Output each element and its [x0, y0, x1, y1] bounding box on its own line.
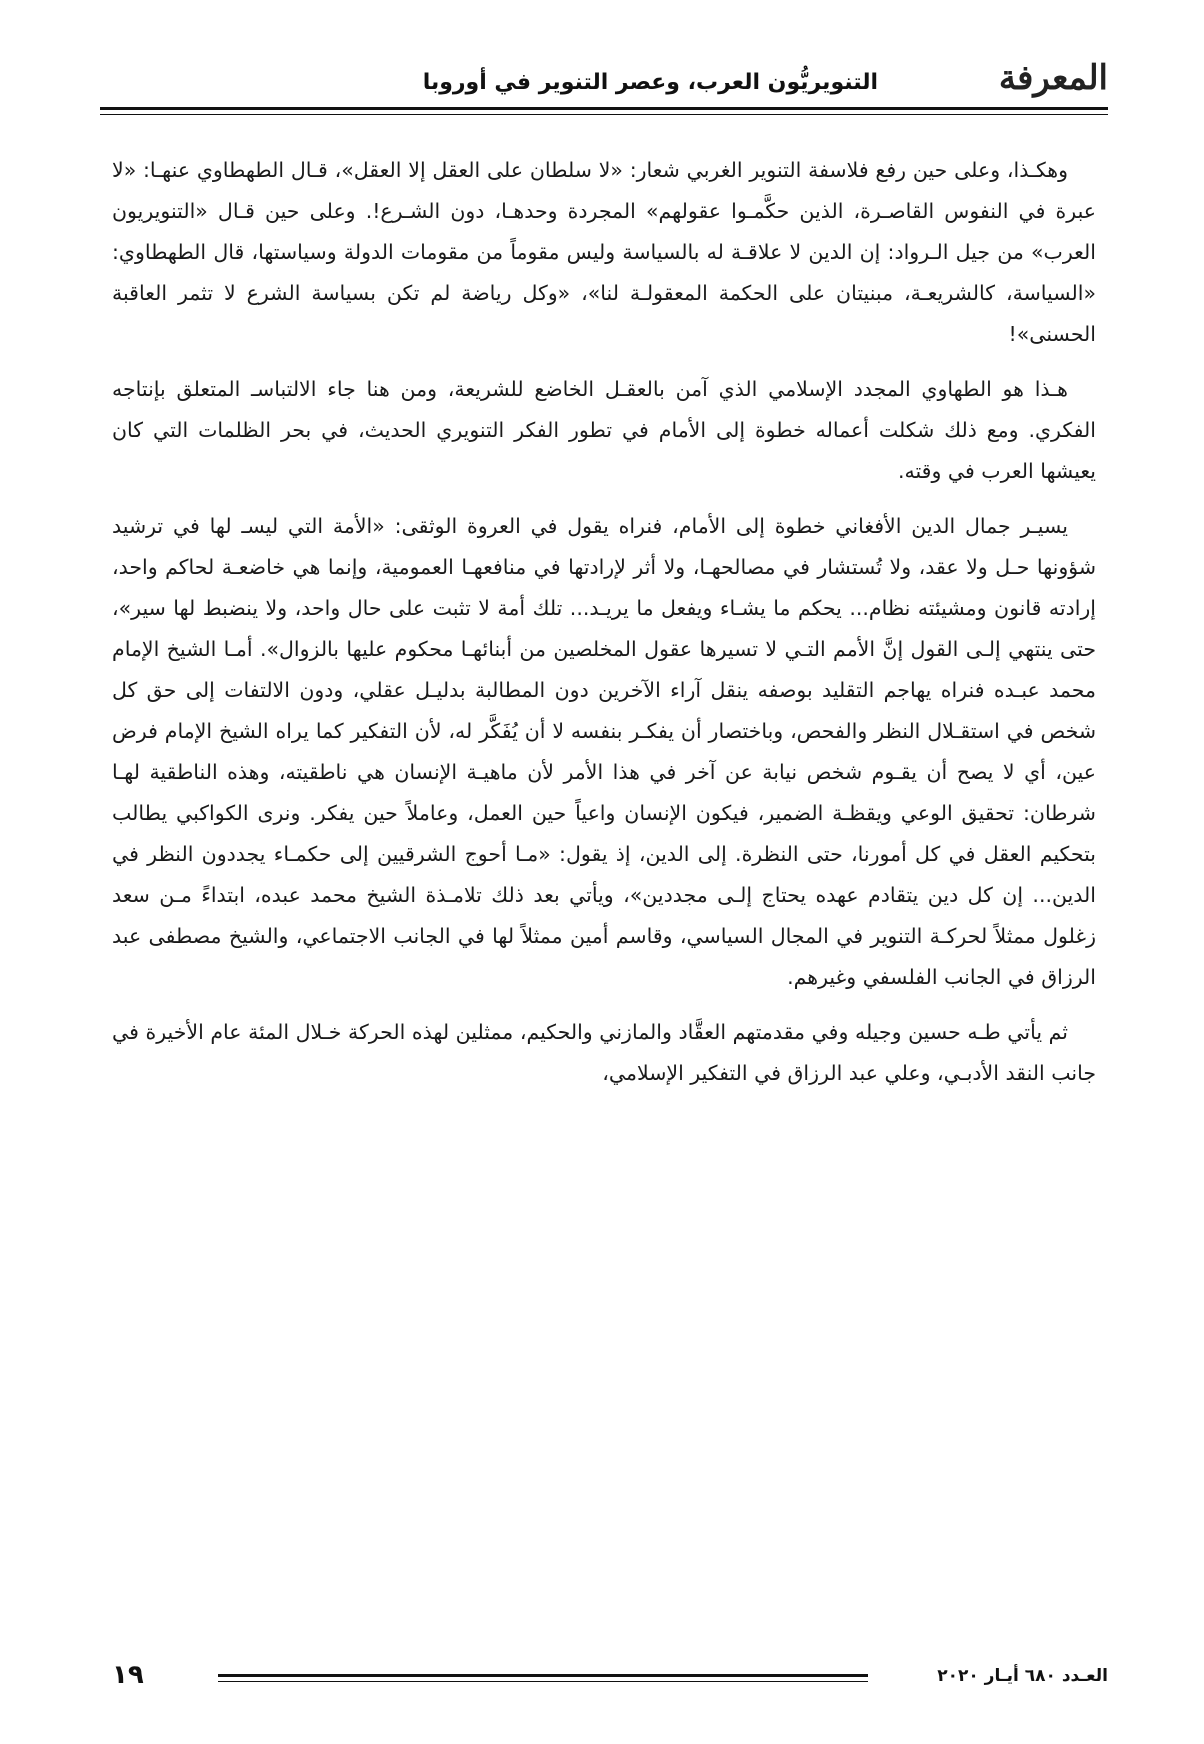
issue-info: العـدد ٦٨٠ أيـار ٢٠٢٠: [937, 1666, 1108, 1686]
article-body: [112, 150, 1096, 1108]
page-footer: [100, 1660, 1108, 1700]
header-rule-thick: [100, 107, 1108, 110]
page-header: [100, 48, 1108, 108]
page-number: ١٩: [112, 1660, 144, 1690]
running-title: التنويريُّون العرب، وعصر التنوير في أوروبا: [422, 70, 878, 95]
header-rule-thin: [100, 114, 1108, 115]
journal-logo: المعرفة: [998, 58, 1108, 98]
footer-rule-thick: [218, 1674, 868, 1677]
paragraph: هـذا هو الطهاوي المجدد الإسلامي الذي آمن بالعقـل الخاضع للشريعة، ومن هنا جاء الالتباسـ المتعلق بإنتاجه الفكري. ومع ذلك شكلت أعماله خطوة إلى الأمام في تطور الفكر التنويري الحديث، في بحر الظلمات التي كان يعيشها العرب في وقته.: [112, 377, 1096, 483]
footer-rule-thin: [218, 1681, 868, 1682]
paragraph: ثم يأتي طـه حسين وجيله وفي مقدمتهم العقَّاد والمازني والحكيم، ممثلين لهذه الحركة خـلال المئة عام الأخيرة في جانب النقد الأدبـي، وعلي عبد الرزاق في التفكير الإسلامي،: [112, 1020, 1096, 1085]
paragraph: وهكـذا، وعلى حين رفع فلاسفة التنوير الغربي شعار: «لا سلطان على العقل إلا العقل»، قـال الطهطاوي عنهـا: «لا عبرة في النفوس القاصـرة، الذين حكَّمـوا عقولهم» المجردة وحدهـا، دون الشـرع!. وعلى حين قـال «التنويريون العرب» من جيل الـرواد: إن الدين لا علاقـة له بالسياسة وليس مقوماً من مقومات الدولة وسياستها، قال الطهطاوي: «السياسة، كالشريعـة، مبنيتان على الحكمة المعقولـة لنا»، «وكل رياضة لم تكن بسياسة الشرع لا تثمر العاقبة الحسنى»!: [112, 158, 1096, 346]
paragraph: يسيـر جمال الدين الأفغاني خطوة إلى الأمام، فنراه يقول في العروة الوثقى: «الأمة التي ليسـ لها في ترشيد شؤونها حـل ولا عقد، ولا تُستشار في مصالحهـا، ولا أثر لإرادتها في منافعهـا العمومية، وإنما هي خاضعـة لحاكم واحد، إرادته قانون ومشيئته نظام... يحكم ما يشـاء ويفعل ما يريـد... تلك أمة لا تثبت على حال واحد، ولا ينضبط لها سير»، حتى ينتهي إلـى القول إنَّ الأمم التـي لا تسيرها عقول المخلصين من أبنائهـا محكوم عليها بالزوال». أمـا الشيخ الإمام محمد عبـده فنراه يهاجم التقليد بوصفه ينقل آراء الآخرين دون المطالبة بدليـل عقلي، ودون الالتفات إلى حق كل شخص في استقـلال النظر والفحص، وباختصار أن يفكـر بنفسه لا أن يُفَكَّر له، لأن التفكير كما يراه الشيخ الإمام فرض عين، أي لا يصح أن يقـوم شخص نيابة عن آخر في هذا الأمر لأن ماهيـة الإنسان هي ناطقيته، وهذه الناطقية لهـا شرطان: تحقيق الوعي ويقظـة الضمير، فيكون الإنسان واعياً حين العمل، وعاملاً حين يفكر. ونرى الكواكبي يطالب بتحكيم العقل في كل أمورنا، حتى النظرة. إلى الدين، إذ يقول: «مـا أحوج الشرقيين إلى حكمـاء يجددون النظر في الدين... إن كل دين يتقادم عهده يحتاج إلـى مجددين»، ويأتي بعد ذلك تلامـذة الشيخ محمد عبده، ابتداءً مـن سعد زغلول ممثلاً لحركـة التنوير في المجال السياسي، وقاسم أمين ممثلاً لها في الجانب الاجتماعي، والشيخ مصطفى عبد الرزاق في الجانب الفلسفي وغيرهم.: [112, 514, 1096, 989]
